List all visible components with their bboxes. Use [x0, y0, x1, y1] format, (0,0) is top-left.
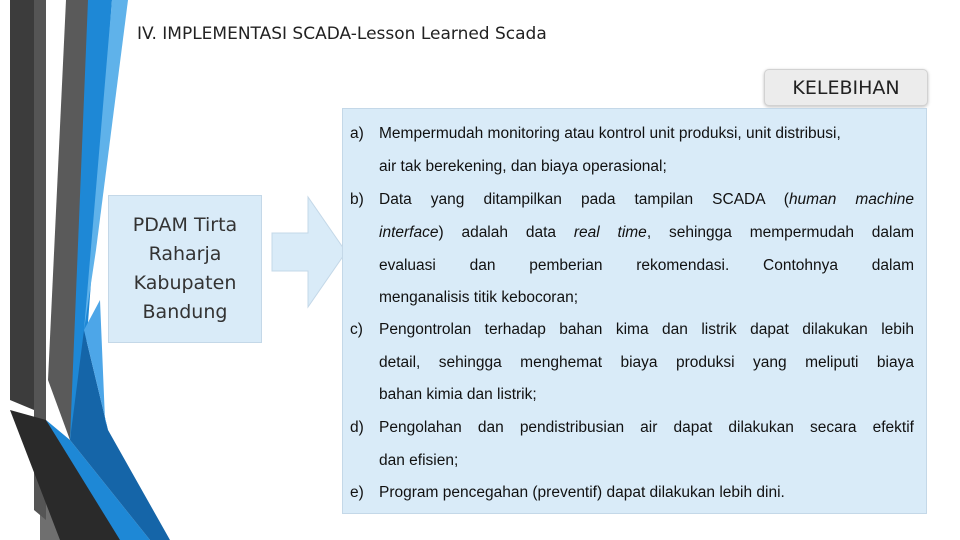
list-letter-c: c): [350, 321, 363, 338]
source-line: Bandung: [142, 301, 228, 323]
list-item-b-line2: [379, 224, 914, 242]
kelebihan-badge: [764, 69, 928, 106]
list-item-d-line2: dan efisien;: [379, 452, 459, 469]
list-item-a-line1: Mempermudah monitoring atau kontrol unit produksi, unit distribusi,: [379, 125, 841, 142]
list-letter-d: d): [350, 419, 364, 436]
list-item-b-line3: evaluasi dan pemberian rekomendasi. Contohnya dalam: [379, 257, 914, 274]
text-italic: human machine: [788, 191, 914, 208]
list-letter-e: e): [350, 484, 364, 501]
source-line: Kabupaten: [133, 272, 237, 294]
list-letter-b: b): [350, 191, 364, 208]
list-item-e-line1: Program pencegahan (preventif) dapat dilakukan lebih dini.: [379, 484, 785, 501]
list-item-c-line2: detail, sehingga menghemat biaya produksi yang meliputi biaya: [379, 354, 914, 371]
text-segment: Data yang ditampilkan pada tampilan SCADA (: [379, 191, 789, 208]
text-italic: interface: [379, 224, 439, 241]
list-letter-a: a): [350, 125, 364, 142]
text-segment: ) adalah data: [438, 224, 574, 241]
list-item-b-line4: menganalisis titik kebocoran;: [379, 289, 579, 306]
text-segment: , sehingga mempermudah dalam: [646, 224, 914, 241]
right-arrow-icon: [270, 195, 350, 315]
source-line: Raharja: [148, 243, 222, 265]
source-box: [108, 195, 262, 343]
badge-label: KELEBIHAN: [792, 76, 900, 99]
text-italic: real time: [573, 224, 647, 241]
list-item-c-line1: Pengontrolan terhadap bahan kima dan listrik dapat dilakukan lebih: [379, 321, 914, 338]
page-title: IV. IMPLEMENTASI SCADA-Lesson Learned Scada: [137, 24, 547, 44]
source-line: PDAM Tirta: [132, 214, 238, 236]
list-item-b-line1: [379, 191, 914, 209]
list-item-d-line1: Pengolahan dan pendistribusian air dapat dilakukan secara efektif: [379, 419, 914, 436]
list-item-a-line2: air tak berekening, dan biaya operasional;: [379, 158, 667, 175]
list-item-c-line3: bahan kimia dan listrik;: [379, 386, 537, 403]
